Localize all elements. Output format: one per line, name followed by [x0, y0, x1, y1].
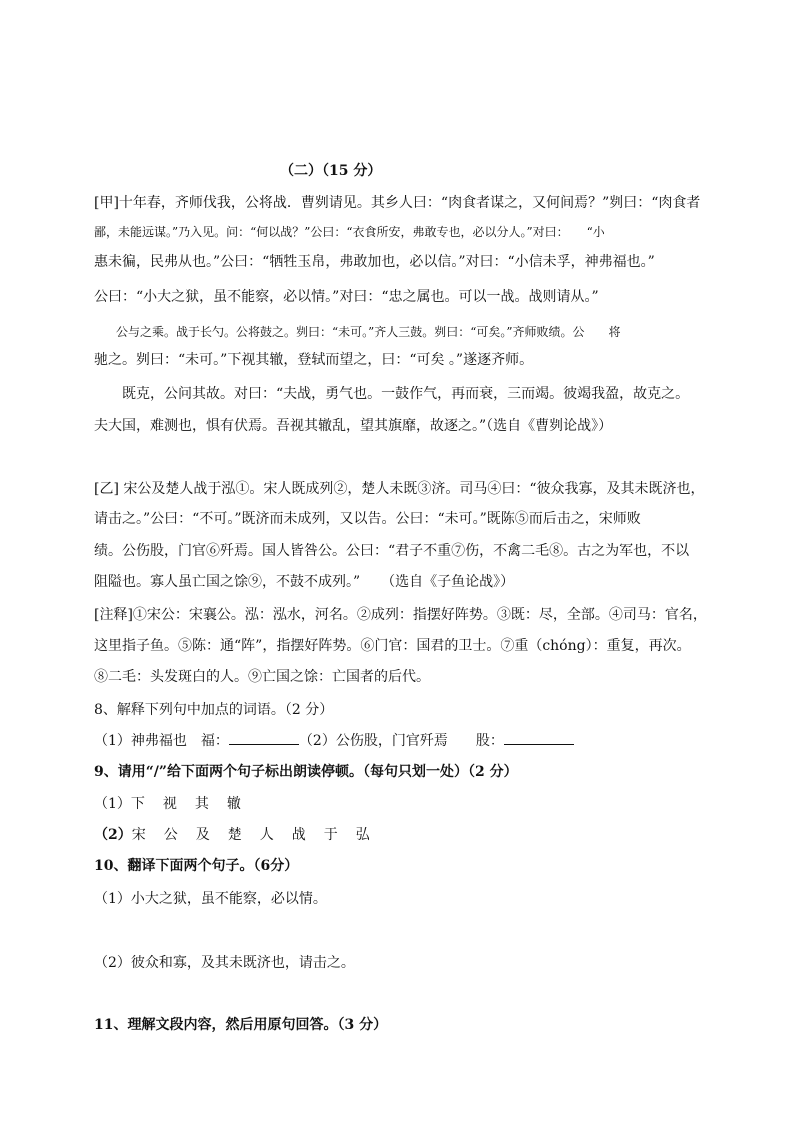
jia-line-8: 夫大国，难测也，惧有伏焉。吾视其辙乱，望其旗靡，故逐之。”（选自《曹刿论战》） — [94, 418, 613, 434]
q9-s2-char: 宋 — [131, 827, 164, 843]
jia-line-5: 公与之乘。战于长勺。公将鼓之。刿曰：“未可。”齐人三鼓。刿曰：“可矣。”齐师败绩。公 将 — [116, 325, 621, 339]
q9-s2-char: 人 — [259, 827, 292, 843]
q9-s1-char: 其 — [194, 796, 227, 812]
q9-s2-char: 公 — [163, 827, 196, 843]
jia-line-3: 惠未徧，民弗从也。”公曰：“牺牲玉帛，弗敢加也，必以信。”对曰：“小信未孚，神弗福也。” — [94, 254, 655, 270]
q9-sentence-2[interactable] — [94, 824, 700, 846]
jia-line-7: 既克，公问其故。对曰：“夫战，勇气也。一鼓作气，再而衰，三而竭。彼竭我盈，故克之。 — [122, 386, 690, 402]
q8-blank-1[interactable] — [229, 730, 299, 745]
yi-line-3: 绩。公伤股，门官⑥歼焉。国人皆咎公。公曰：“君子不重⑦伤，不禽二毛⑧。古之为军也，不以 — [94, 543, 690, 559]
yi-line-4: 阻隘也。寡人虽亡国之馀⑨，不鼓不成列。” （选自《子鱼论战》） — [94, 574, 515, 590]
q8-blank-2[interactable] — [504, 730, 574, 745]
notes-line-2: 这里指子鱼。⑤陈：通“阵”，指摆好阵势。⑥门官：国君的卫士。⑦重（chóng）：重复，再次。 — [94, 638, 691, 654]
q10-title: 10、翻译下面两个句子。（6分） — [94, 858, 299, 874]
yi-line-2: 请击之。”公曰：“不可。”既济而未成列，又以告。公曰：“未可。”既陈⑤而后击之，宋师败 — [94, 511, 641, 527]
q8-title: 8、解释下列句中加点的词语。（2 分） — [94, 702, 334, 718]
q8-part2-label: （2）公伤股，门官歼焉 股： — [298, 733, 504, 749]
q9-s2-char: 于 — [323, 827, 356, 843]
q9-s1-char: 下 — [130, 796, 163, 812]
q10-sentence-1: （1）小大之狱，虽不能察，必以情。 — [94, 891, 327, 907]
jia-line-2: 鄙，未能远谋。”乃入见。问：“何以战？”公曰：“衣食所安，弗敢专也，必以分人。”对曰： “小 — [94, 225, 605, 239]
q9-title: 9、请用“/”给下面两个句子标出朗读停顿。（每句只划一处）（2 分） — [94, 764, 518, 780]
jia-line-4: 公曰：“小大之狱，虽不能察，必以情。”对曰：“忠之属也。可以一战。战则请从。” — [94, 289, 599, 305]
q9-s2-char: 楚 — [227, 827, 260, 843]
q9-s2-number: （2） — [94, 827, 132, 843]
jia-line-1: [甲]十年春，齐师伐我，公将战．曹刿请见。其乡人曰：“肉食者谋之，又何间焉？”刿曰：“肉食者 — [94, 195, 701, 211]
notes-line-3: ⑧二毛：头发斑白的人。⑨亡国之馀：亡国者的后代。 — [94, 669, 430, 685]
section-title: （二）（15 分） — [280, 163, 382, 179]
q9-s1-char: 视 — [162, 796, 195, 812]
q10-sentence-2: （2）彼众和寡，及其未既济也，请击之。 — [94, 955, 355, 971]
q9-sentence-1[interactable] — [94, 793, 700, 815]
jia-line-6: 驰之。刿曰：“未可。”下视其辙，登轼而望之，曰：“可矣 。”遂逐齐师。 — [94, 352, 534, 368]
yi-line-1: [乙] 宋公及楚人战于泓①。宋人既成列②，楚人未既③济。司马④曰：“彼众我寡，及其未既济也， — [94, 481, 705, 497]
q9-s1-number: （1） — [94, 796, 131, 812]
q8-answer-line — [94, 730, 700, 752]
q9-s2-char: 及 — [195, 827, 228, 843]
q9-s2-char: 弘 — [355, 827, 388, 843]
q9-s2-char: 战 — [291, 827, 324, 843]
q9-s1-char: 辙 — [226, 796, 259, 812]
notes-line-1: [注释]①宋公：宋襄公。泓：泓水，河名。②成列：指摆好阵势。③既：尽，全部。④司马：官名， — [94, 607, 707, 623]
q11-title: 11、理解文段内容，然后用原句回答。（3 分） — [94, 1017, 388, 1033]
q8-part1-label: （1）神弗福也 福： — [94, 733, 229, 749]
